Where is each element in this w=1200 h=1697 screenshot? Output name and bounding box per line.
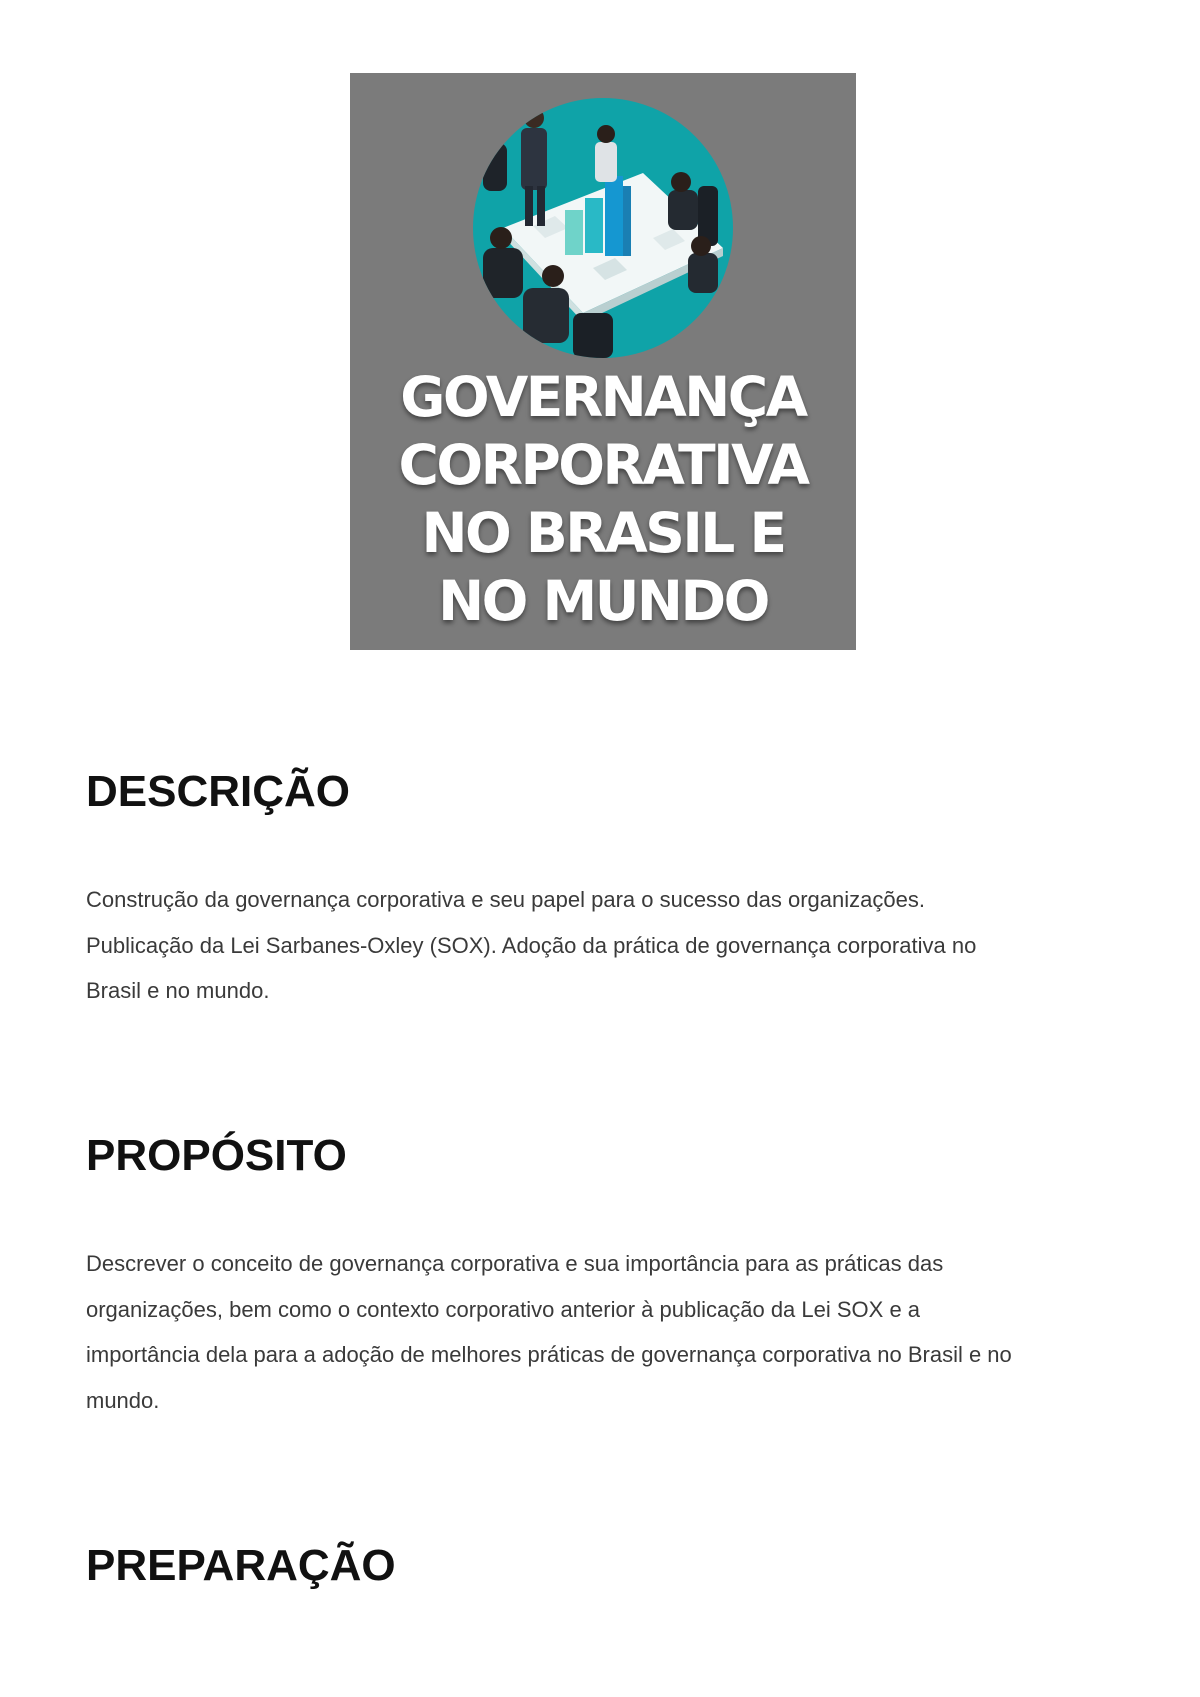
text-line: Brasil e no mundo.: [86, 978, 270, 1003]
cover-title-line: GOVERNANÇA: [400, 365, 806, 429]
cover-title: [350, 363, 856, 635]
heading-preparacao: PREPARAÇÃO: [86, 1541, 396, 1590]
heading-proposito: PROPÓSITO: [86, 1131, 347, 1180]
text-line: mundo.: [86, 1387, 160, 1413]
text-line: importância dela para a adoção de melhores práticas de governança corporativa no Brasil e no: [86, 1342, 1012, 1367]
text-line: Construção da governança corporativa e seu papel para o sucesso das organizações.: [86, 887, 925, 912]
cover-title-line: NO BRASIL E: [421, 501, 785, 565]
heading-descricao: DESCRIÇÃO: [86, 767, 351, 816]
cover-title-line: CORPORATIVA: [398, 433, 808, 497]
text-proposito: [86, 1241, 1126, 1423]
cover-image: [350, 73, 856, 650]
cover-title-line: NO MUNDO: [438, 569, 768, 633]
text-line: Publicação da Lei Sarbanes-Oxley (SOX). Adoção da prática de governança corporativa no: [86, 932, 977, 958]
meeting-illustration: [473, 98, 733, 358]
text-descricao: [86, 877, 1126, 1014]
text-line: Descrever o conceito de governança corporativa e sua importância para as práticas das: [86, 1251, 944, 1276]
text-line: organizações, bem como o contexto corporativo anterior à publicação da Lei SOX e a: [86, 1296, 921, 1322]
